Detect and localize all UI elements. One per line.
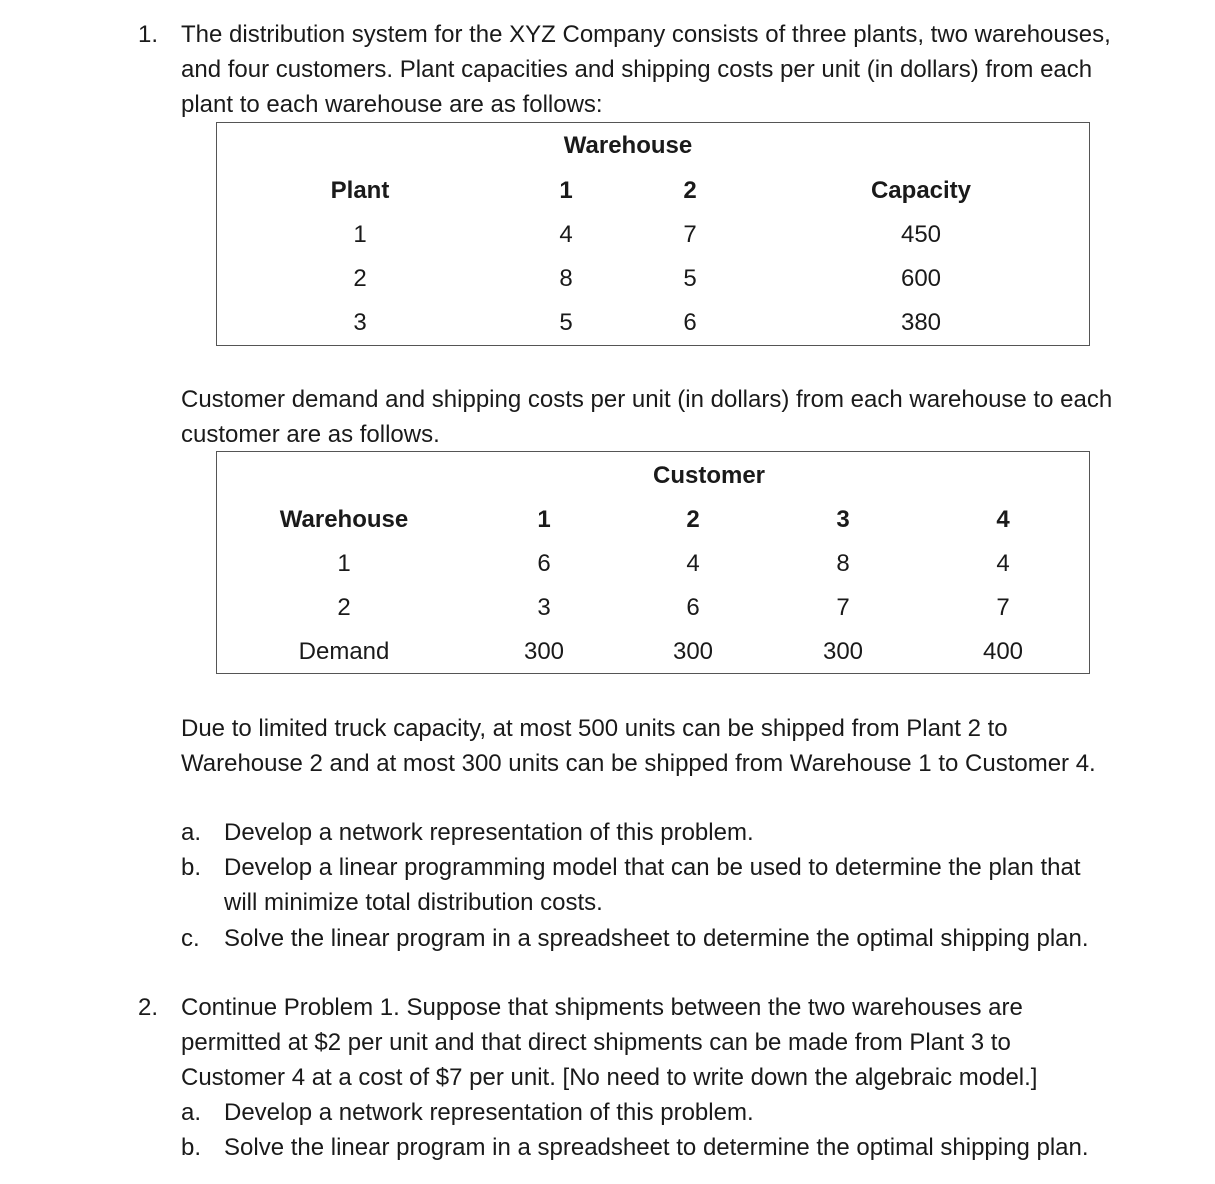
table1-header-capacity: Capacity [870, 177, 972, 204]
table2-cell: 300 [672, 638, 714, 665]
table1-cell-capacity: 600 [900, 265, 942, 292]
table2-header-c3: 3 [836, 506, 850, 533]
part-text: Solve the linear program in a spreadsheet to determine the optimal shipping plan. [224, 925, 1089, 952]
table2-cell: 8 [836, 550, 850, 577]
table1-group-header: Warehouse [563, 132, 693, 159]
table2-row-label: 2 [337, 594, 351, 621]
table1-cell-w1: 4 [559, 221, 573, 248]
table1-cell-w2: 6 [683, 309, 697, 336]
constraint-line: Due to limited truck capacity, at most 500 units can be shipped from Plant 2 to [181, 715, 1008, 742]
part-label: a. [181, 1099, 202, 1126]
table2-header-c4: 4 [996, 506, 1010, 533]
demand-intro [181, 382, 1191, 452]
table2-header-warehouse: Warehouse [279, 506, 409, 533]
table1-cell-w1: 8 [559, 265, 573, 292]
demand-intro-line: customer are as follows. [181, 421, 440, 448]
part-text: Solve the linear program in a spreadsheet to determine the optimal shipping plan. [224, 1134, 1089, 1161]
constraint-text [181, 711, 1191, 781]
table2-cell: 300 [523, 638, 565, 665]
part-text [224, 850, 1194, 920]
problem1-number: 1. [138, 21, 159, 48]
table2-cell: 3 [537, 594, 551, 621]
problem2-intro-line: Continue Problem 1. Suppose that shipments between the two warehouses are [181, 994, 1023, 1021]
part-text: Develop a network representation of this problem. [224, 1099, 754, 1126]
table1-cell-plant: 1 [353, 221, 367, 248]
part-text-line: Develop a linear programming model that can be used to determine the plan that [224, 854, 1081, 881]
table1-cell-capacity: 450 [900, 221, 942, 248]
table1-cell-capacity: 380 [900, 309, 942, 336]
problem1-intro [181, 17, 1191, 122]
table2-cell: 400 [982, 638, 1024, 665]
problem1-intro-line: plant to each warehouse are as follows: [181, 91, 603, 118]
problem2-intro-line: permitted at $2 per unit and that direct shipments can be made from Plant 3 to [181, 1029, 1011, 1056]
part-text: Develop a network representation of this problem. [224, 819, 754, 846]
table1-header-plant: Plant [330, 177, 390, 204]
table1-header-w2: 2 [683, 177, 697, 204]
table2-row-label: 1 [337, 550, 351, 577]
problem2-number: 2. [138, 994, 159, 1021]
table2-row-label: Demand [298, 638, 390, 665]
part-text-line: will minimize total distribution costs. [224, 889, 603, 916]
constraint-line: Warehouse 2 and at most 300 units can be shipped from Warehouse 1 to Customer 4. [181, 750, 1096, 777]
problem2-intro [181, 990, 1191, 1095]
plant-warehouse-table [216, 122, 1090, 346]
table1-cell-plant: 3 [353, 309, 367, 336]
table2-cell: 4 [686, 550, 700, 577]
table2-cell: 7 [996, 594, 1010, 621]
table2-header-c2: 2 [686, 506, 700, 533]
table2-cell: 300 [822, 638, 864, 665]
table2-cell: 7 [836, 594, 850, 621]
table1-cell-w1: 5 [559, 309, 573, 336]
warehouse-customer-table [216, 451, 1090, 674]
table2-header-c1: 1 [537, 506, 551, 533]
table1-cell-w2: 7 [683, 221, 697, 248]
table2-cell: 6 [686, 594, 700, 621]
table1-cell-w2: 5 [683, 265, 697, 292]
demand-intro-line: Customer demand and shipping costs per unit (in dollars) from each warehouse to each [181, 386, 1113, 413]
table1-cell-plant: 2 [353, 265, 367, 292]
part-label: b. [181, 854, 202, 881]
table2-group-header: Customer [652, 462, 766, 489]
problem2-intro-line: Customer 4 at a cost of $7 per unit. [No need to write down the algebraic model.] [181, 1064, 1038, 1091]
table2-cell: 4 [996, 550, 1010, 577]
problem1-intro-line: The distribution system for the XYZ Company consists of three plants, two warehouses, [181, 21, 1111, 48]
part-label: c. [181, 925, 200, 952]
problem1-intro-line: and four customers. Plant capacities and shipping costs per unit (in dollars) from each [181, 56, 1093, 83]
table1-header-w1: 1 [559, 177, 573, 204]
table2-cell: 6 [537, 550, 551, 577]
part-label: a. [181, 819, 202, 846]
part-label: b. [181, 1134, 202, 1161]
